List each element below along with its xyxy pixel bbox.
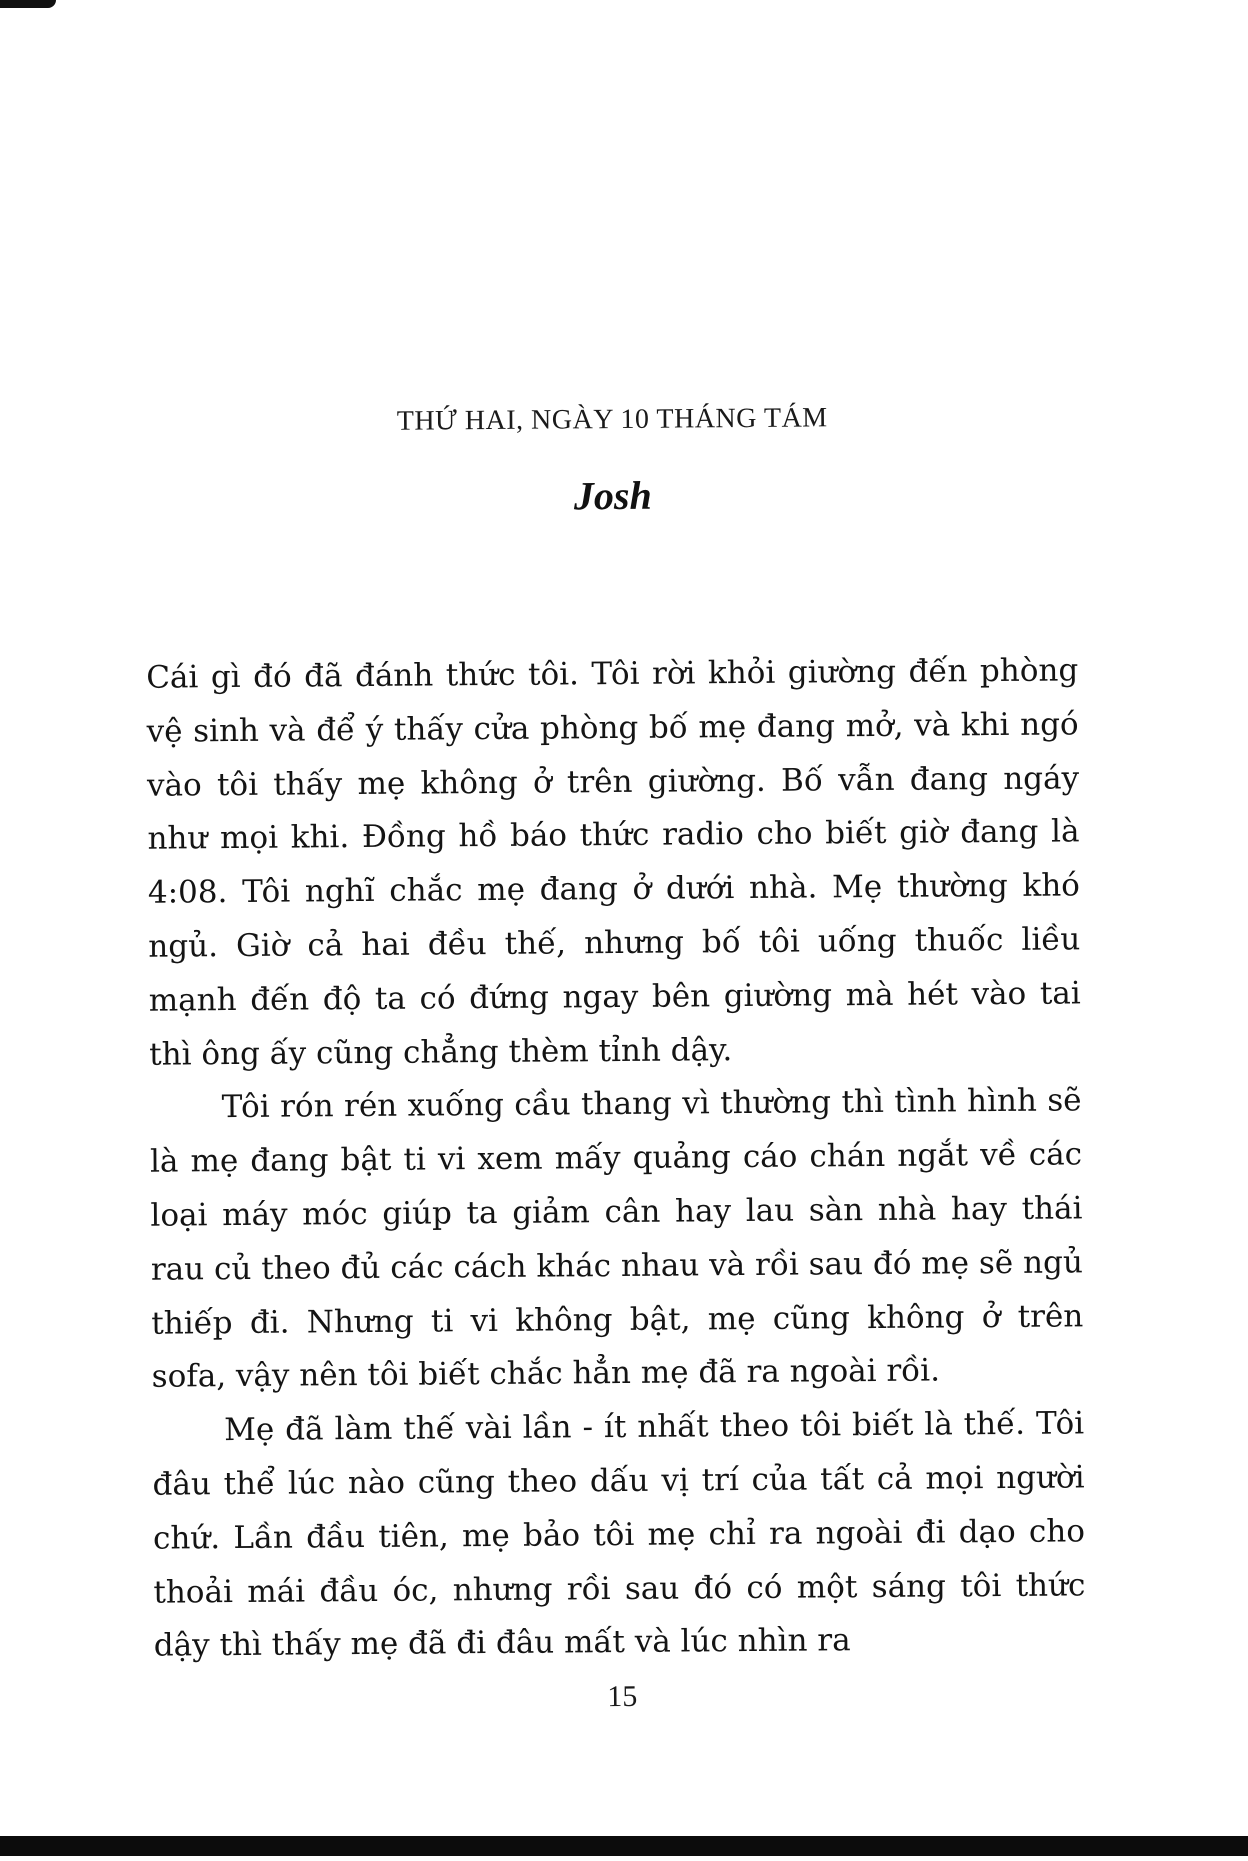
paragraph-3: Mẹ đã làm thế vài lần - ít nhất theo tôi biết là thế. Tôi đâu thể lúc nào cũng theo dấu vị trí của tất cả mọi người chứ. Lần đầu tiên, mẹ bảo tôi mẹ chỉ ra ngoài đi dạo cho thoải mái đầu óc, nhưng rồi sau đó có một sáng tôi thức dậy thì thấy mẹ đã đi đâu mất và lúc nhìn ra [152, 1405, 1086, 1665]
chapter-date-heading: THỨ HAI, NGÀY 10 THÁNG TÁM [396, 402, 828, 437]
page-number: 15 [607, 1679, 638, 1714]
chapter-narrator-title: Josh [573, 472, 652, 519]
paragraph-1: Cái gì đó đã đánh thức tôi. Tôi rời khỏi giường đến phòng vệ sinh và để ý thấy cửa phòng bố mẹ đang mở, và khi ngó vào tôi thấy mẹ không ở trên giường. Bố vẫn đang ngáy như mọi khi. Đồng hồ báo thức radio cho biết giờ đang là 4:08. Tôi nghĩ chắc mẹ đang ở dưới nhà. Mẹ thường khó ngủ. Giờ cả hai đều thế, nhưng bố tôi uống thuốc liều mạnh đến độ ta có đứng ngay bên giường mà hét vào tai thì ông ấy cũng chẳng thèm tỉnh dậy. [146, 652, 1081, 1073]
paragraph-2: Tôi rón rén xuống cầu thang vì thường thì tình hình sẽ là mẹ đang bật ti vi xem mấy quảng cáo chán ngắt về các loại máy móc giúp ta giảm cân hay lau sàn nhà hay thái rau củ theo đủ các cách khác nhau và rồi sau đó mẹ sẽ ngủ thiếp đi. Nhưng ti vi không bật, mẹ cũng không ở trên sofa, vậy nên tôi biết chắc hẳn mẹ đã ra ngoài rồi. [149, 1082, 1084, 1396]
chapter-body [146, 644, 1086, 1673]
scan-bottom-edge [0, 1836, 1248, 1856]
